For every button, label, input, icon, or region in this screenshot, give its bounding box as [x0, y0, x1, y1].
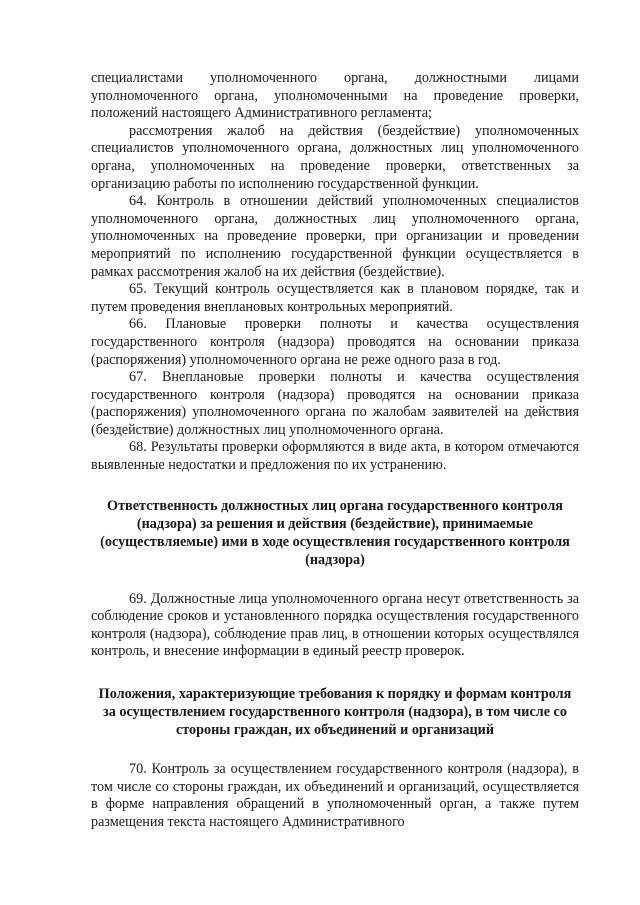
paragraph-67: 67. Внеплановые проверки полноты и качества осуществления государственного контроля (надзора) проводятся на основании приказа (распоряжения) уполномоченного органа по жалобам заявителей на действия (бездействие) должностных лиц уполномоченного органа. — [91, 369, 579, 438]
spacer — [91, 739, 579, 761]
paragraph-70: 70. Контроль за осуществлением государственного контроля (надзора), в том числе со стороны граждан, их объединений и организаций, осуществляется в форме направления обращений в уполномоченный орган, а также путем размещения текста настоящего Административного — [91, 761, 579, 830]
paragraph-65: 65. Текущий контроль осуществляется как в плановом порядке, так и путем проведения внеплановых контрольных мероприятий. — [91, 281, 579, 315]
paragraph-69: 69. Должностные лица уполномоченного органа несут ответственность за соблюдение сроков и установленного порядка осуществления государственного контроля (надзора), соблюдение прав лиц, в отношении которых осуществлялся контроль, и внесение информации в единый реестр проверок. — [91, 590, 579, 660]
spacer — [91, 569, 579, 591]
paragraph-continuation: специалистами уполномоченного органа, должностными лицами уполномоченного органа, уполномоченными на проведение проверки, положений настоящего Административного регламента; — [91, 70, 579, 122]
spacer — [91, 475, 579, 497]
paragraph-64: 64. Контроль в отношении действий уполномоченных специалистов уполномоченного органа, должностных лиц уполномоченного органа, уполномоченных на проведение проверки, при организации и проведении мероприятий по исполнению государственной функции осуществляется в рамках рассмотрения жалоб на их действия (бездействие). — [91, 193, 579, 280]
document-page — [91, 70, 579, 831]
spacer — [91, 661, 579, 685]
paragraph-complaints: рассмотрения жалоб на действия (бездействие) уполномоченных специалистов уполномоченного органа, должностных лиц уполномоченного органа, уполномоченных на проведение проверки, ответственных за организацию работы по исполнению государственной функции. — [91, 122, 579, 192]
section-heading-responsibility: Ответственность должностных лиц органа государственного контроля (надзора) за решения и действия (бездействие), принимаемые (осуществляемые) ими в ходе осуществления государственного контроля (надзора) — [100, 497, 570, 568]
section-heading-control-requirements: Положения, характеризующие требования к порядку и формам контроля за осуществлением государственного контроля (надзора), в том числе со стороны граждан, их объединений и организаций — [98, 686, 572, 739]
paragraph-68: 68. Результаты проверки оформляются в виде акта, в котором отмечаются выявленные недостатки и предложения по их устранению. — [91, 439, 579, 474]
paragraph-66: 66. Плановые проверки полноты и качества осуществления государственного контроля (надзора) проводятся на основании приказа (распоряжения) уполномоченного органа не реже одного раза в год. — [91, 316, 579, 368]
